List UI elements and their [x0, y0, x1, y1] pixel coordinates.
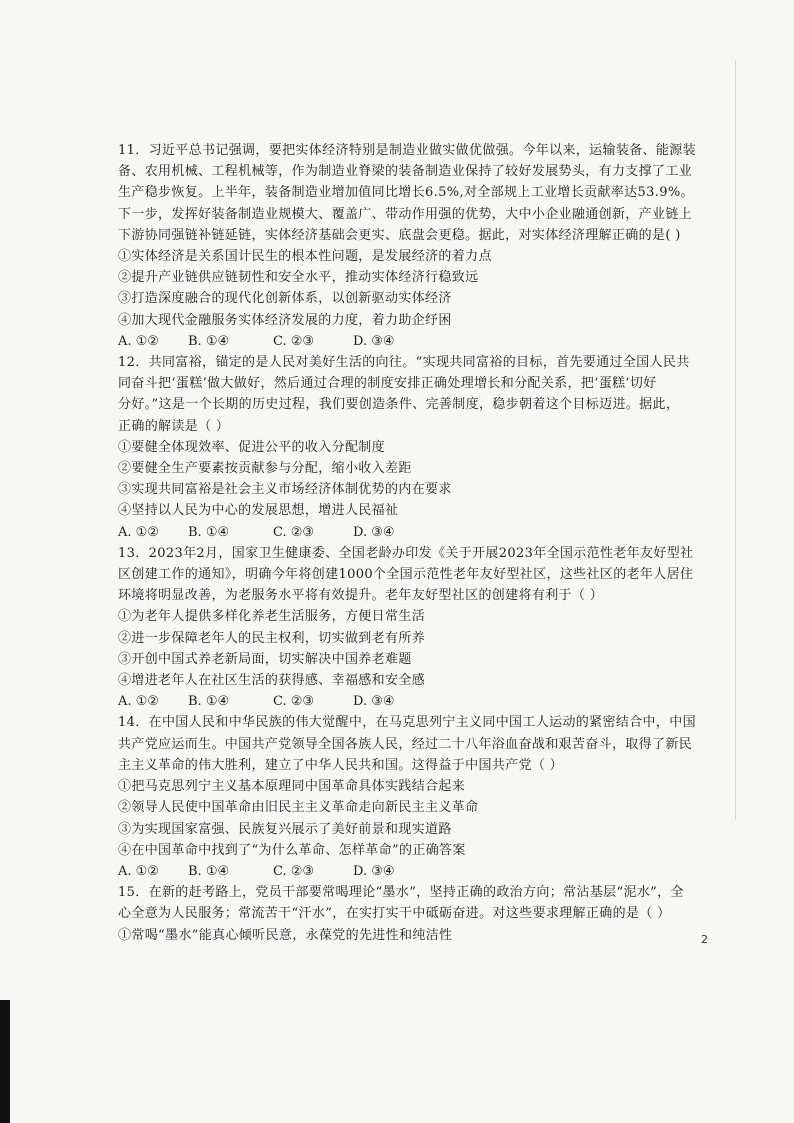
- q12-option-d[interactable]: D. ③④: [353, 524, 395, 540]
- q12-statement-3: ③实现共同富裕是社会主义市场经济体制优势的内在要求: [118, 482, 452, 498]
- scan-shadow-left: [0, 1000, 10, 1123]
- q14-option-c[interactable]: C. ②③: [273, 863, 315, 879]
- q15-stem-line-1: 15．在新的赶考路上，党员干部要常喝理论“墨水”，坚持正确的政治方向；常沾基层“泥水”，全: [118, 885, 684, 901]
- q13-option-c[interactable]: C. ②③: [273, 694, 315, 710]
- question-14: [118, 712, 708, 882]
- q11-stem-line-5: 下游协同强链补链延链，实体经济基础会更实、底盘会更稳。据此，对实体经济理解正确的是( ): [118, 227, 681, 243]
- q12-statement-2: ②要健全生产要素按贡献参与分配，缩小收入差距: [118, 461, 412, 477]
- q13-statement-4: ④增进老年人在社区生活的获得感、幸福感和安全感: [118, 673, 426, 689]
- q13-stem-line-3: 环境将明显改善，为老服务水平将有效提升。老年友好型社区的创建将有利于（ ）: [118, 588, 604, 604]
- q15-statement-1: ①常喝“墨水”能真心倾听民意，永葆党的先进性和纯洁性: [118, 927, 453, 943]
- q13-option-d[interactable]: D. ③④: [353, 694, 395, 710]
- q13-options: [118, 691, 708, 712]
- q13-option-a[interactable]: A. ①②: [118, 694, 159, 710]
- q11-option-d[interactable]: D. ③④: [353, 333, 395, 349]
- question-content: [118, 140, 708, 946]
- q11-statement-1: ①实体经济是关系国计民生的根本性问题，是发展经济的着力点: [118, 249, 492, 265]
- q14-options: [118, 861, 708, 882]
- q11-statement-3: ③打造深度融合的现代化创新体系，以创新驱动实体经济: [118, 291, 452, 307]
- q14-option-b[interactable]: B. ①④: [188, 863, 230, 879]
- q12-stem-line-3: 分好。”这是一个长期的历史过程，我们要创造条件、完善制度，稳步朝着这个目标迈进。据此，: [118, 397, 680, 413]
- q12-option-a[interactable]: A. ①②: [118, 524, 159, 540]
- q11-statement-2: ②提升产业链供应链韧性和安全水平，推动实体经济行稳致远: [118, 270, 479, 286]
- q14-option-a[interactable]: A. ①②: [118, 863, 159, 879]
- question-15: [118, 882, 708, 946]
- q11-stem-line-4: 下一步，发挥好装备制造业规模大、覆盖广、带动作用强的优势，大中小企业融通创新，产业链上: [118, 206, 693, 222]
- q11-option-c[interactable]: C. ②③: [273, 333, 315, 349]
- q14-statement-1: ①把马克思列宁主义基本原理同中国革命具体实践结合起来: [118, 779, 466, 795]
- scan-shadow-right: [735, 60, 736, 820]
- q14-statement-3: ③为实现国家富强、民族复兴展示了美好前景和现实道路: [118, 821, 452, 837]
- q14-stem-line-1: 14．在中国人民和中华民族的伟大觉醒中，在马克思列宁主义同中国工人运动的紧密结合中，中国: [118, 715, 696, 731]
- q12-stem-line-1: 12．共同富裕，锚定的是人民对美好生活的向往。“实现共同富裕的目标，首先要通过全国人民共: [118, 355, 690, 371]
- q12-statement-4: ④坚持以人民为中心的发展思想，增进人民福祉: [118, 503, 399, 519]
- question-13: [118, 543, 708, 713]
- q14-statement-2: ②领导人民使中国革命由旧民主主义革命走向新民主主义革命: [118, 800, 479, 816]
- q11-statement-4: ④加大现代金融服务实体经济发展的力度，着力助企纾困: [118, 312, 452, 328]
- q11-stem-line-3: 生产稳步恢复。上半年，装备制造业增加值同比增长6.5%,对全部规上工业增长贡献率达53.9%。: [118, 185, 694, 201]
- q13-statement-2: ②进一步保障老年人的民主权利，切实做到老有所养: [118, 630, 426, 646]
- q12-option-c[interactable]: C. ②③: [273, 524, 315, 540]
- q13-stem-line-2: 区创建工作的通知》，明确今年将创建1000个全国示范性老年友好型社区，这些社区的老年人居住: [118, 567, 694, 583]
- q14-statement-4: ④在中国革命中找到了“为什么革命、怎样革命”的正确答案: [118, 842, 466, 858]
- q11-stem-line-1: 11．习近平总书记强调，要把实体经济特别是制造业做实做优做强。今年以来，运输装备、能源装: [118, 143, 696, 158]
- q14-option-d[interactable]: D. ③④: [353, 863, 395, 879]
- page-number: 2: [701, 933, 708, 946]
- q15-stem-line-2: 心全意为人民服务；常流苦干“汗水”，在实打实干中砥砺奋进。对这些要求理解正确的是（ ）: [118, 906, 671, 922]
- q11-stem-line-2: 备、农用机械、工程机械等，作为制造业脊梁的装备制造业保持了较好发展势头，有力支撑了工业: [118, 164, 693, 180]
- question-12: [118, 352, 708, 543]
- q12-stem-line-4: 正确的解读是（ ）: [118, 418, 230, 434]
- q14-stem-line-3: 主主义革命的伟大胜利，建立了中华人民共和国。这得益于中国共产党（ ）: [118, 757, 564, 773]
- q12-option-b[interactable]: B. ①④: [188, 524, 230, 540]
- q13-statement-3: ③开创中国式养老新局面，切实解决中国养老难题: [118, 651, 412, 667]
- q12-options: [118, 522, 708, 543]
- question-11: [118, 140, 708, 352]
- q14-stem-line-2: 共产党应运而生。中国共产党领导全国各族人民，经过二十八年浴血奋战和艰苦奋斗，取得了新民: [118, 736, 693, 752]
- q12-stem-line-2: 同奋斗把‘蛋糕’做大做好，然后通过合理的制度安排正确处理增长和分配关系，把‘蛋糕’切好: [118, 376, 657, 392]
- q13-statement-1: ①为老年人提供多样化养老生活服务，方便日常生活: [118, 609, 426, 625]
- q13-option-b[interactable]: B. ①④: [188, 694, 230, 710]
- q13-stem-line-1: 13．2023年2月，国家卫生健康委、全国老龄办印发《关于开展2023年全国示范性老年友好型社: [118, 545, 694, 561]
- q11-option-b[interactable]: B. ①④: [188, 333, 230, 349]
- q11-option-a[interactable]: A. ①②: [118, 333, 159, 349]
- q11-options: [118, 331, 708, 352]
- q12-statement-1: ①要健全体现效率、促进公平的收入分配制度: [118, 439, 386, 455]
